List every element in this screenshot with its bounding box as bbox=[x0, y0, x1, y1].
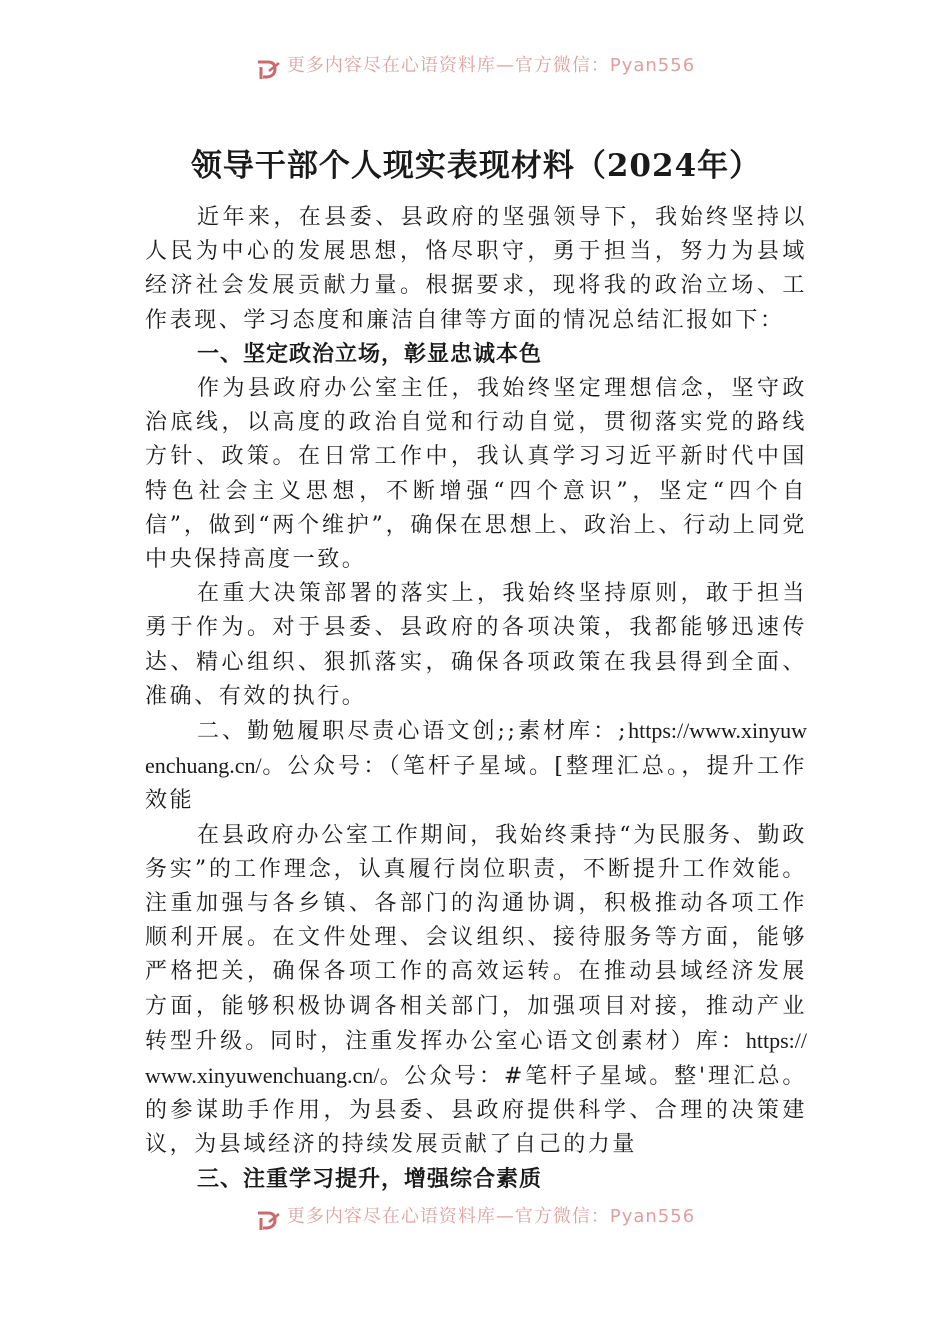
watermark-text: 更多内容尽在心语资料库—官方微信：Pyan556 bbox=[286, 55, 696, 76]
header-watermark bbox=[0, 55, 950, 85]
section-1-paragraph-1: 作为县政府办公室主任，我始终坚定理想信念，坚守政治底线，以高度的政治自觉和行动自觉，贯彻落实党的路线方针、政策。在日常工作中，我认真学习习近平新时代中国特色社会主义思想，不断增强“四个意识”，坚定“四个自信”，做到“两个维护”，确保在思想上、政治上、行动上同党中央保持高度一致。 bbox=[145, 376, 807, 573]
section-3-heading: 三、注重学习提升，增强综合素质 bbox=[197, 1166, 543, 1192]
section-2-paragraph-part-b: 。公众号：#笔杆子星域。整'理汇总。的参谋助手作用，为县委、县政府提供科学、合理的决策建议，为县域经济的持续发展贡献了自己的力量 bbox=[145, 1064, 807, 1158]
document-body bbox=[145, 140, 807, 1197]
section-2-paragraph-1 bbox=[145, 819, 807, 1163]
section-1-paragraph-2: 在重大决策部署的落实上，我始终坚持原则，敢于担当勇于作为。对于县委、县政府的各项决策，我都能够迅速传达、精心组织、狠抓落实，确保各项政策在我县得到全面、准确、有效的执行。 bbox=[145, 581, 807, 709]
section-2-heading-part-a: 二、勤勉履职尽责心语文创;;素材库：; bbox=[197, 719, 629, 745]
section-2-heading-url: https://www.xinyuwenchuang.cn/ bbox=[145, 718, 807, 779]
section-2-paragraph-part-a: 在县政府办公室工作期间，我始终秉持“为民服务、勤政务实”的工作理念，认真履行岗位职责，不断提升工作效能。注重加强与各乡镇、各部门的沟通协调，积极推动各项工作顺利开展。在文件处理、会议组织、接待服务等方面，能够严格把关，确保各项工作的高效运转。在推动县域经济发展方面，能够积极协调各相关部门，加强项目对接，推动产业转型升级。同时，注重发挥办公室心语文创素材）库： bbox=[145, 822, 807, 1054]
watermark-text: 更多内容尽在心语资料库—官方微信：Pyan556 bbox=[286, 1206, 696, 1227]
section-1-heading: 一、坚定政治立场，彰显忠诚本色 bbox=[197, 341, 543, 367]
section-2-heading-part-b: 。公众号：（笔杆子星域。[整理汇总。，提升工作效能 bbox=[145, 754, 807, 814]
section-2-paragraph-url: https://www.xinyuwenchuang.cn/ bbox=[145, 1027, 807, 1089]
logo-icon bbox=[255, 1210, 281, 1232]
section-2-heading bbox=[145, 714, 807, 819]
document-title: 领导干部个人现实表现材料（2024年） bbox=[190, 148, 762, 184]
footer-watermark bbox=[0, 1206, 950, 1236]
intro-paragraph: 近年来，在县委、县政府的坚强领导下，我始终坚持以人民为中心的发展思想，恪尽职守，勇于担当，努力为县域经济社会发展贡献力量。根据要求，现将我的政治立场、工作表现、学习态度和廉洁自律等方面的情况总结汇报如下： bbox=[145, 205, 807, 333]
logo-icon bbox=[255, 59, 281, 81]
